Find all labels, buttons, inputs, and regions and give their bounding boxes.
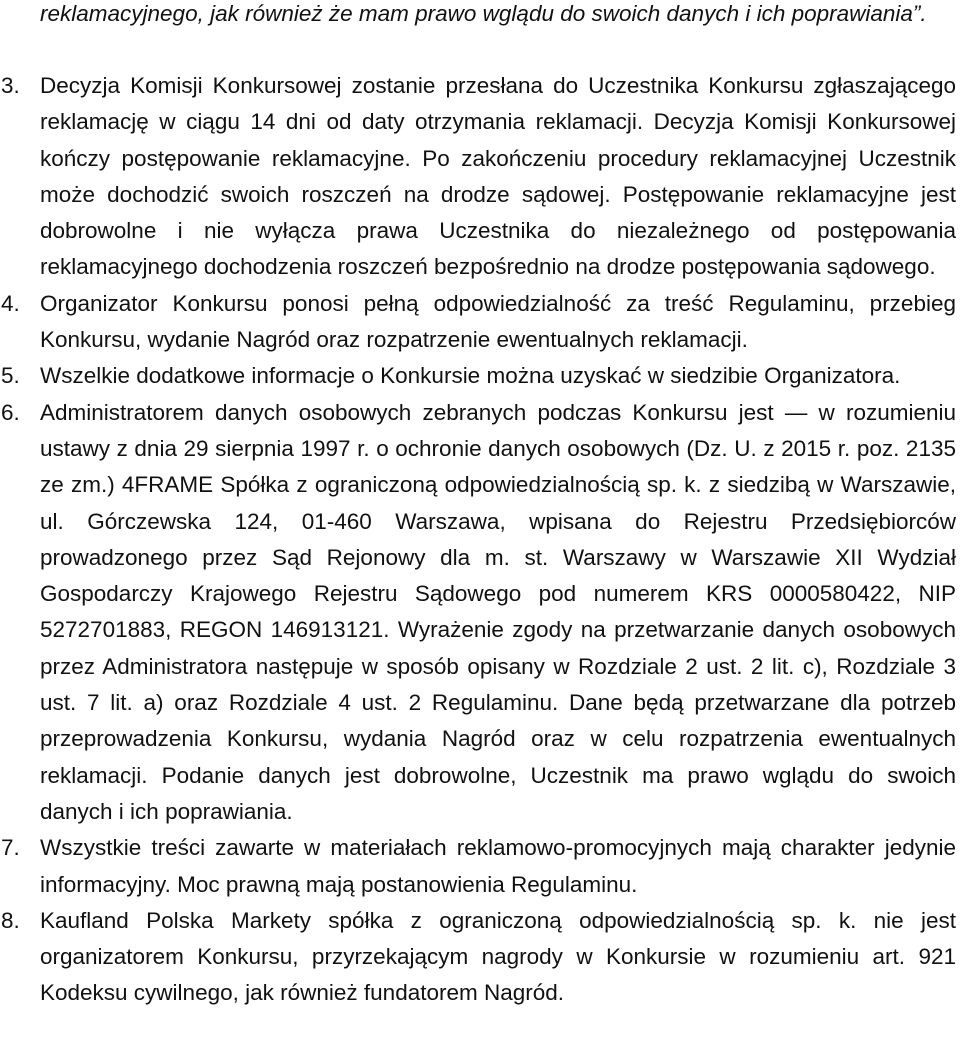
item-text: Administratorem danych osobowych zebranych podczas Konkursu jest — w rozumieniu ustawy z dnia 29 sierpnia 1997 r. o ochronie danych osobowych (Dz. U. z 2015 r. poz. 2135 ze zm.) 4FRAME Spółka z ograniczoną odpowiedzialnością sp. k. z siedzibą w Warszawie, ul. Górczewska 124, 01-460 Warszawa, wpisana do Rejestru Przedsiębiorców prowadzonego przez Sąd Rejonowy dla m. st. Warszawy w Warszawie XII Wydział Gospodarczy Krajowego Rejestru Sądowego pod numerem KRS 0000580422, NIP 5272701883, REGON 146913121. Wyrażenie zgody na przetwarzanie danych osobowych przez Administratora następuje w sposób opisany w Rozdziale 2 ust. 2 lit. c), Rozdziale 3 ust. 7 lit. a) oraz Rozdziale 4 ust. 2 Regulaminu. Dane będą przetwarzane dla potrzeb przeprowadzenia Konkursu, wydania Nagród oraz w celu rozpatrzenia ewentualnych reklamacji. Podanie danych jest dobrowolne, Uczestnik ma prawo wglądu do swoich danych i ich poprawiania. bbox=[40, 399, 956, 824]
item-text: Wszystkie treści zawarte w materiałach reklamowo-promocyjnych mają charakter jedynie informacyjny. Moc prawną mają postanowienia Regulaminu. bbox=[40, 835, 956, 897]
list-item bbox=[0, 358, 960, 394]
list-item bbox=[0, 903, 960, 1012]
item-text: Decyzja Komisji Konkursowej zostanie przesłana do Uczestnika Konkursu zgłaszającego reklamację w ciągu 14 dni od daty otrzymania reklamacji. Decyzja Komisji Konkursowej kończy postępowanie reklamacyjne. Po zakończeniu procedury reklamacyjnej Uczestnik może dochodzić swoich roszczeń na drodze sądowej. Postępowanie reklamacyjne jest dobrowolne i nie wyłącza prawa Uczestnika do niezależnego od postępowania reklamacyjnego dochodzenia roszczeń bezpośrednio na drodze postępowania sądowego. bbox=[40, 73, 956, 280]
item-number: 5. bbox=[1, 363, 20, 389]
item-number: 7. bbox=[1, 835, 20, 861]
lead-text: reklamacyjnego, jak również że mam prawo wglądu do swoich danych i ich poprawiania”. bbox=[40, 1, 927, 26]
item-text: Organizator Konkursu ponosi pełną odpowiedzialność za treść Regulaminu, przebieg Konkursu, wydanie Nagród oraz rozpatrzenie ewentualnych reklamacji. bbox=[40, 290, 956, 353]
list-item bbox=[0, 395, 960, 831]
item-text: Wszelkie dodatkowe informacje o Konkursie można uzyskać w siedzibie Organizatora. bbox=[40, 363, 901, 389]
regulation-items bbox=[0, 68, 960, 1012]
continued-paragraph bbox=[0, 0, 960, 32]
item-number: 3. bbox=[1, 73, 20, 98]
list-item bbox=[0, 830, 960, 903]
list-item bbox=[0, 68, 960, 286]
item-number: 8. bbox=[1, 907, 20, 933]
item-number: 4. bbox=[1, 290, 20, 316]
list-item bbox=[0, 286, 960, 359]
item-number: 6. bbox=[1, 399, 20, 425]
item-text: Kaufland Polska Markety spółka z ograniczoną odpowiedzialnością sp. k. nie jest organizatorem Konkursu, przyrzekającym nagrody w Konkursie w rozumieniu art. 921 Kodeksu cywilnego, jak również fundatorem Nagród. bbox=[40, 907, 956, 1006]
numbered-list bbox=[0, 68, 960, 1012]
